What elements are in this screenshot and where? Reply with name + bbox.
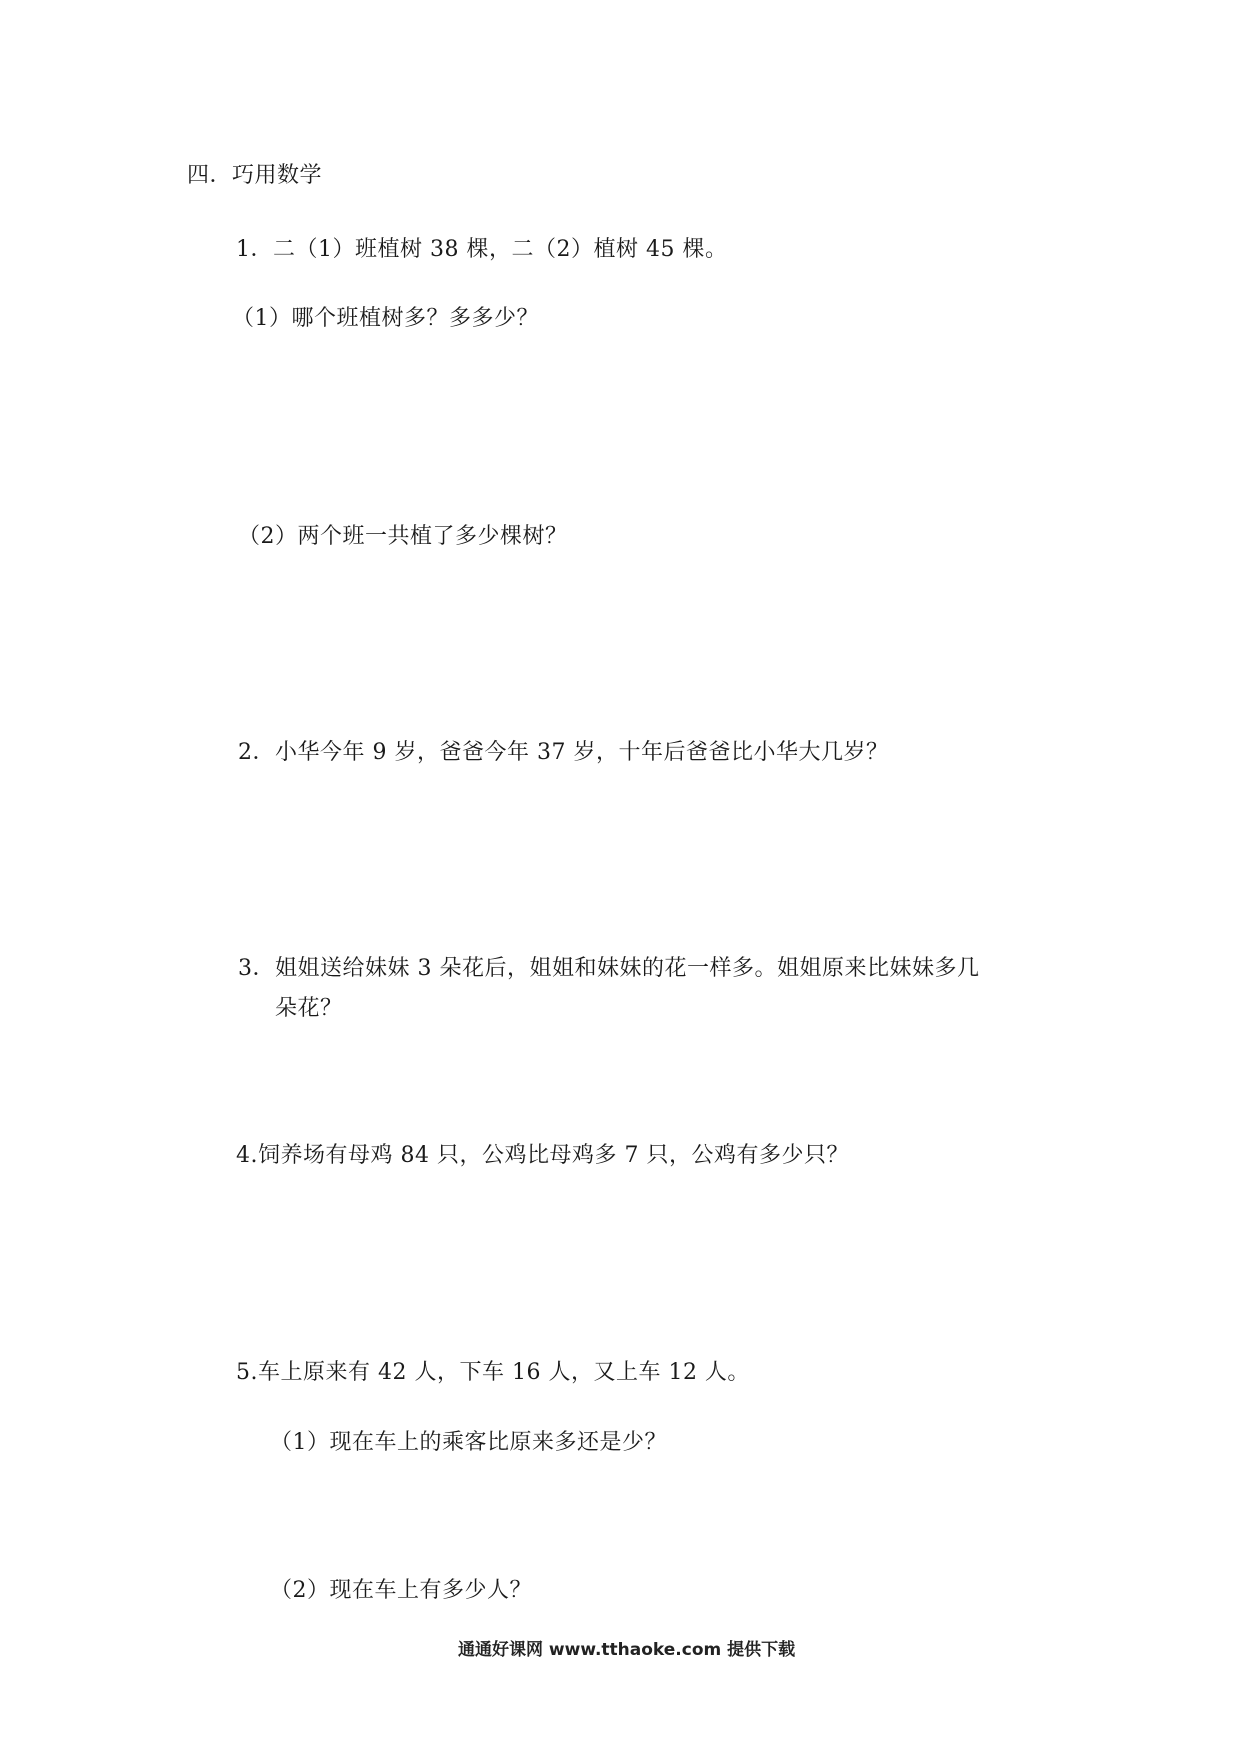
question-5-stem: 5.车上原来有 42 人，下车 16 人，又上车 12 人。 [236, 1360, 750, 1385]
section-title: 四．巧用数学 [187, 163, 323, 188]
question-1-sub-2: （2）两个班一共植了多少棵树？ [238, 524, 568, 549]
question-3-stem-line-2: 朵花？ [275, 996, 343, 1021]
question-5-sub-2: （2）现在车上有多少人？ [270, 1578, 532, 1603]
question-2-stem: 2．小华今年 9 岁，爸爸今年 37 岁，十年后爸爸比小华大几岁？ [238, 740, 889, 765]
question-1-stem: 1．二（1）班植树 38 棵，二（2）植树 45 棵。 [236, 237, 728, 262]
question-5-sub-1: （1）现在车上的乘客比原来多还是少？ [270, 1430, 667, 1455]
question-3-stem-line-1: 3．姐姐送给妹妹 3 朵花后，姐姐和妹妹的花一样多。姐姐原来比妹妹多几 [238, 956, 980, 981]
question-1-sub-1: （1）哪个班植树多？多多少？ [232, 306, 539, 331]
question-4-stem: 4.饲养场有母鸡 84 只，公鸡比母鸡多 7 只，公鸡有多少只？ [236, 1143, 849, 1168]
footer-source: 通通好课网 www.tthaoke.com 提供下载 [458, 1640, 796, 1660]
